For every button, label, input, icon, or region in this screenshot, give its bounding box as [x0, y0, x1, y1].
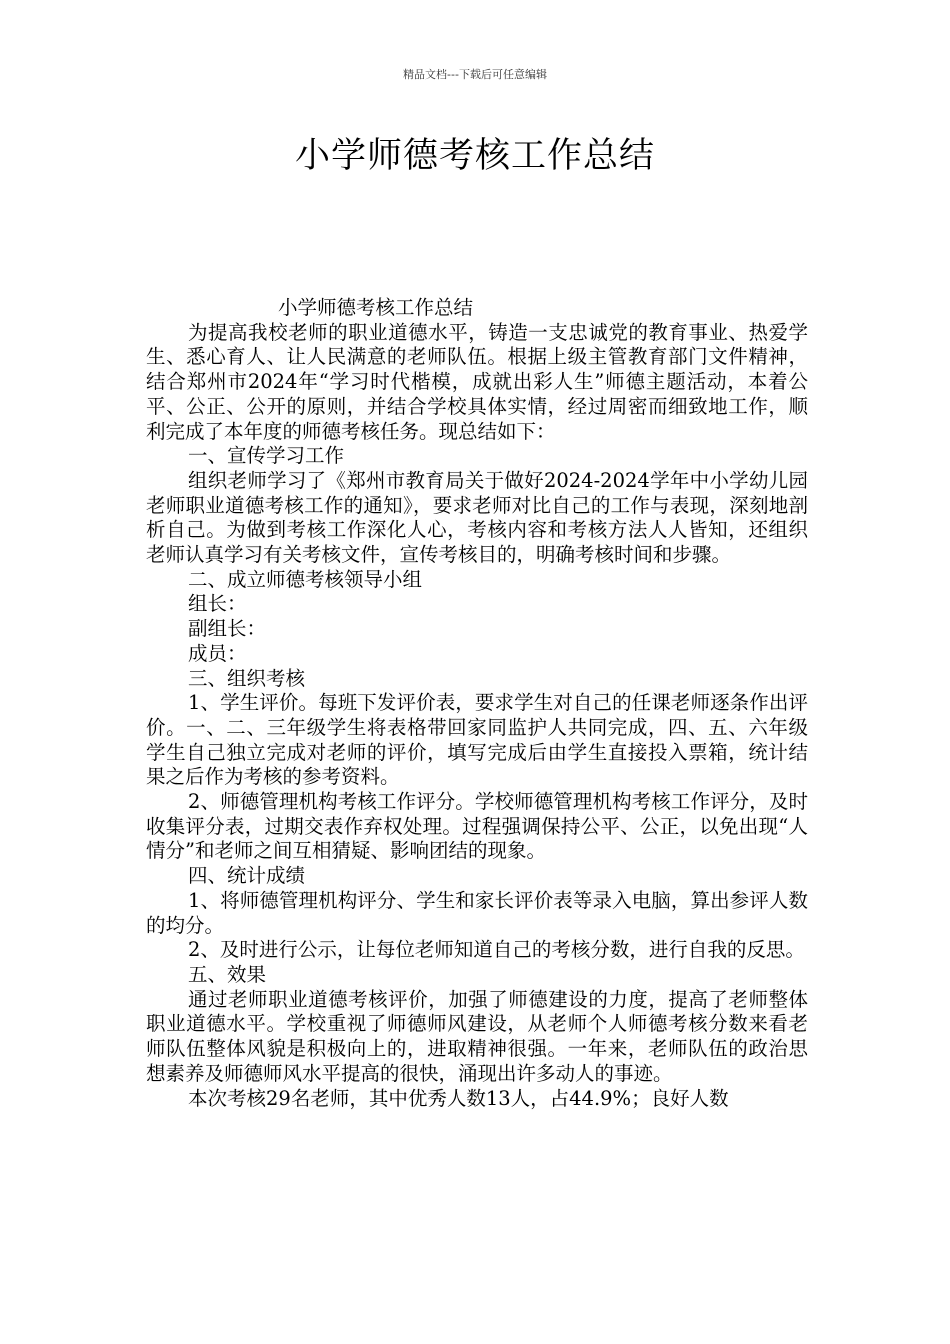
document-header-note: 精品文档---下载后可任意编辑	[403, 68, 547, 81]
section-4-item-1: 1、将师德管理机构评分、学生和家长评价表等录入电脑，算出参评人数的均分。	[146, 888, 808, 937]
section-3-item-1: 1、学生评价。每班下发评价表，要求学生对自己的任课老师逐条作出评价。一、二、三年级学生将表格带回家同监护人共同完成，四、五、六年级学生自己独立完成对老师的评价，填写完成后由学生直接投入票箱，统计结果之后作为考核的参考资料。	[146, 691, 808, 789]
section-4-item-2: 2、及时进行公示，让每位老师知道自己的考核分数，进行自我的反思。	[188, 938, 805, 962]
section-4-heading: 四、统计成绩	[188, 864, 306, 888]
body-subtitle: 小学师德考核工作总结	[278, 296, 474, 319]
section-3-heading: 三、组织考核	[188, 666, 306, 690]
section-1-heading: 一、宣传学习工作	[188, 444, 345, 468]
deputy-leader-line: 副组长：	[188, 617, 267, 641]
document-body	[146, 296, 808, 1111]
intro-paragraph: 为提高我校老师的职业道德水平，铸造一支忠诚党的教育事业、热爱学生、悉心育人、让人民满意的老师队伍。根据上级主管教育部门文件精神，结合郑州市2024年“学习时代楷模，成就出彩人生”师德主题活动，本着公平、公正、公开的原则，并结合学校具体实情，经过周密而细致地工作，顺利完成了本年度的师德考核任务。现总结如下：	[146, 320, 808, 443]
members-line: 成员：	[188, 641, 247, 665]
section-5-paragraph: 通过老师职业道德考核评价，加强了师德建设的力度，提高了老师整体职业道德水平。学校重视了师德师风建设，从老师个人师德考核分数来看老师队伍整体风貌是积极向上的，进取精神很强。一年来，老师队伍的政治思想素养及师德师风水平提高的很快，涌现出许多动人的事迹。	[146, 987, 808, 1085]
section-5-heading: 五、效果	[188, 962, 267, 986]
document-title: 小学师德考核工作总结	[294, 136, 655, 176]
section-1-paragraph: 组织老师学习了《郑州市教育局关于做好2024-2024学年中小学幼儿园老师职业道德考核工作的通知》，要求老师对比自己的工作与表现，深刻地剖析自己。为做到考核工作深化人心，考核内容和考核方法人人皆知，还组织老师认真学习有关考核文件，宣传考核目的，明确考核时间和步骤。	[146, 468, 808, 567]
section-2-heading: 二、成立师德考核领导小组	[188, 567, 423, 591]
section-5-stats: 本次考核29名老师，其中优秀人数13人，占44.9%；良好人数	[188, 1086, 729, 1110]
section-3-item-2: 2、师德管理机构考核工作评分。学校师德管理机构考核工作评分，及时收集评分表，过期交表作弃权处理。过程强调保持公平、公正，以免出现“人情分”和老师之间互相猜疑、影响团结的现象。	[146, 790, 808, 863]
team-leader-line: 组长：	[188, 592, 247, 616]
